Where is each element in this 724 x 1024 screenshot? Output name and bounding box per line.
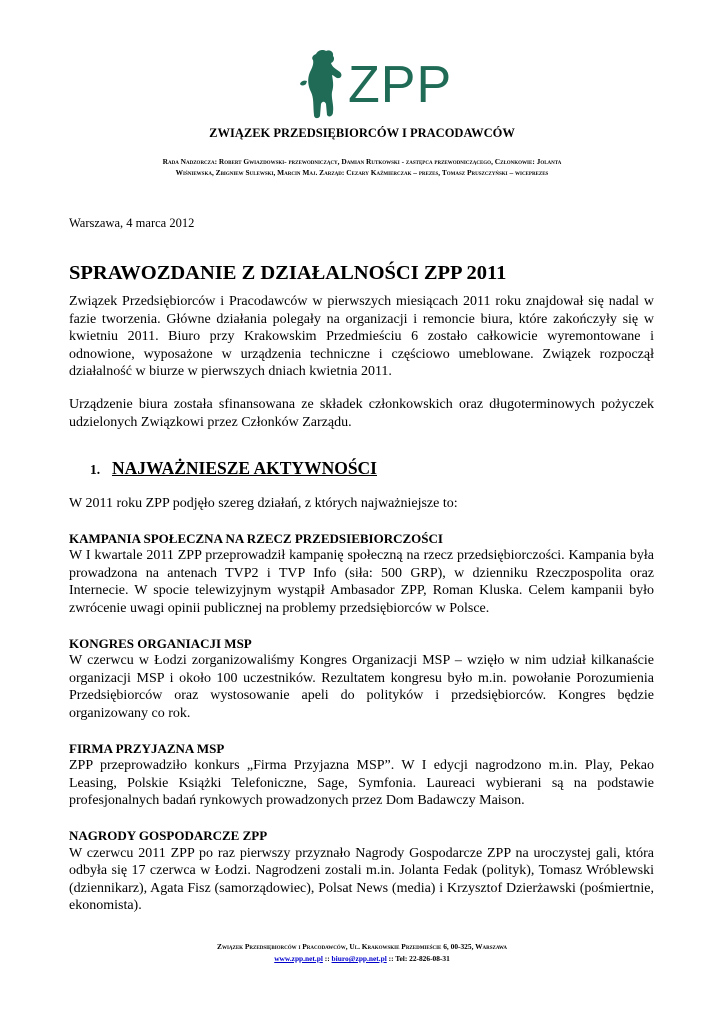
- page-footer: [0, 941, 724, 965]
- section-intro: W 2011 roku ZPP podjęło szereg działań, z których najważniejsze to:: [69, 496, 458, 511]
- document-title: SPRAWOZDANIE Z DZIAŁALNOŚCI ZPP 2011: [69, 262, 507, 284]
- activity-heading: KONGRES ORGANIACJI MSP: [69, 635, 252, 651]
- website-link[interactable]: www.zpp.net.pl: [274, 954, 323, 963]
- board-members: [60, 156, 664, 178]
- activity-text: W czerwcu w Łodzi zorganizowaliśmy Kongres Organizacji MSP – wzięło w nim udział kilkanaście organizacji MSP i około 100 uczestników. Rezultatem kongresu było m.in. powołanie Porozumienia Przedsiębiorców oraz wystosowanie apeli do polityków i przedsiębiorców. Kongres będzie organizowany co rok.: [69, 653, 654, 721]
- activity-heading: FIRMA PRZYJAZNA MSP: [69, 740, 225, 756]
- activities-list: [69, 495, 654, 932]
- activity-text: ZPP przeprowadziło konkurs „Firma Przyjazna MSP”. W I edycji nagrodzono m.in. Play, Pekao Leasing, Polskie Książki Telefoniczne, Sage, Symfonia. Laureaci wybierani są na podstawie profesjonalnych badań rynkowych prowadzonych przez Dom Badawczy Maison.: [69, 758, 654, 809]
- separator: ::: [324, 954, 330, 963]
- activity-text: W czerwcu 2011 ZPP po raz pierwszy przyznało Nagrody Gospodarcze ZPP na uroczystej gali, która odbyła się 17 czerwca w Łodzi. Nagrodzeni zostali m.in. Jolanta Fedak (polityk), Tomasz Wróblewski (dziennikarz), Agata Fisz (samorządowiec), Polsat News (media) i Krzysztof Dzierżawski (pośmiertnie, ekonomista).: [69, 845, 654, 914]
- logo-wordmark: ZPP: [348, 56, 453, 114]
- activity-heading: KAMPANIA SPOŁECZNA NA RZECZ PRZEDSIEBIORCZOŚCI: [69, 530, 443, 546]
- footer-contact: [0, 953, 724, 965]
- organization-name: ZWIĄZEK PRZEDSIĘBIORCÓW I PRACODAWCÓW: [209, 126, 515, 140]
- document-content: [69, 215, 654, 914]
- phone-number: :: Tel: 22-826-08-31: [388, 954, 450, 963]
- paragraph: Związek Przedsiębiorców i Pracodawców w pierwszych miesiącach 2011 roku znajdował się nadal w fazie tworzenia. Główne działania polegały na organizacji i remoncie biura, które zakończyły się w kwietniu 2011. Biuro przy Krakowskim Przedmieściu 6 zostało całkowicie wyremontowane i odnowione, wyposażone w urządzenia techniczne i częściowo umeblowane. Związek rozpoczął działalność w biurze w pierwszych dniach kwietnia 2011.: [69, 294, 654, 380]
- board-line: Rada Nadzorcza: Robert Gwiazdowski- przewodniczący, Damian Rutkowski - zastępca przewodniczącego, Członkowie: Jolanta: [162, 157, 562, 166]
- activity-block: [69, 827, 654, 915]
- activity-text: W I kwartale 2011 ZPP przeprowadził kampanię społeczną na rzecz przedsiębiorczości. Kampania była prowadzona na antenach TVP2 i TVP Info (siła: 500 GRP), w dzienniku Rzeczpospolita oraz Internecie. W spocie telewizyjnym wystąpił Ambasador ZPP, Roman Kluska. Celem kampanii było zwrócenie uwagi opinii publicznej na problemy przedsiębiorców w Polsce.: [69, 548, 654, 616]
- activity-heading: NAGRODY GOSPODARCZE ZPP: [69, 827, 268, 843]
- section-number: 1.: [90, 462, 101, 477]
- footer-address: Związek Przedsiębiorców i Pracodawców, Ul. Krakowskie Przedmieście 6, 00-325, Warszawa: [217, 942, 507, 951]
- section-title: NAJWAŻNIESZE AKTYWNOŚCI: [112, 458, 377, 478]
- paragraph: Urządzenie biura została sfinansowana ze składek członkowskich oraz długoterminowych pożyczek udzielonych Związkowi przez Członków Zarządu.: [69, 396, 654, 430]
- email-link[interactable]: biuro@zpp.net.pl: [331, 954, 387, 963]
- activity-block: [69, 635, 654, 723]
- zpp-logo: [296, 48, 453, 122]
- document-date: Warszawa, 4 marca 2012: [69, 216, 195, 230]
- section-heading: [90, 457, 377, 481]
- introduction: [69, 293, 654, 431]
- activity-block: [69, 530, 654, 618]
- activity-block: [69, 740, 654, 810]
- bear-icon: [296, 48, 348, 122]
- board-line: Wiśniewska, Zbigniew Sulewski, Marcin Maj. Zarząd: Cezary Kaźmierczak – prezes, Tomasz Pruszczyński – wiceprezes: [175, 168, 549, 177]
